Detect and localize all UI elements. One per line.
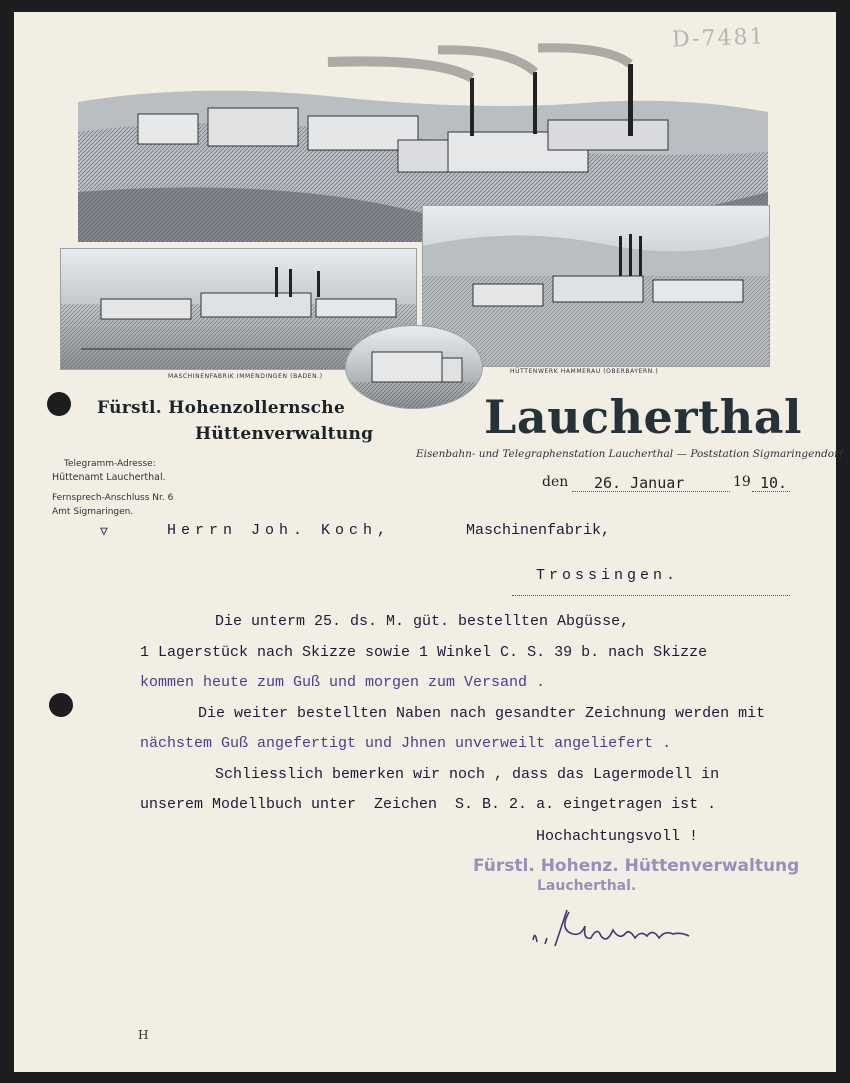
body-line-3: kommen heute zum Guß und morgen zum Versand .: [140, 674, 546, 691]
punch-hole-lower: [49, 693, 73, 717]
vignette-villa-oval: [345, 325, 483, 409]
handwritten-signature: [525, 900, 705, 960]
company-stamp-line2: Laucherthal.: [537, 878, 637, 894]
date-day-month: 26. Januar: [594, 474, 685, 492]
archive-number: D-7481: [671, 24, 766, 53]
hammerau-works-illustration: [423, 206, 769, 366]
punch-hole-upper: [47, 392, 71, 416]
body-line-6: Schliesslich bemerken wir noch , dass das Lagermodell in: [215, 766, 720, 783]
body-line-5: nächstem Guß angefertigt und Jhnen unverweilt angeliefert .: [140, 735, 672, 752]
caption-hammerau: HÜTTENWERK HAMMERAU (OBERBAYERN.): [510, 368, 659, 375]
body-line-4: Die weiter bestellten Naben nach gesandter Zeichnung werden mit: [198, 705, 766, 722]
city-underline: [512, 594, 790, 596]
brand-laucherthal: Laucherthal: [484, 390, 803, 444]
date-year-prefix: 19: [733, 474, 751, 490]
date-year-suffix: 10.: [760, 474, 788, 492]
date-prefix: den: [542, 474, 569, 490]
station-line: Eisenbahn- und Telegraphenstation Laucherthal — Poststation Sigmaringendorf: [416, 448, 844, 460]
telegram-label: Telegramm-Adresse:: [64, 459, 156, 469]
closing: Hochachtungsvoll !: [536, 828, 699, 845]
company-name-line1: Fürstl. Hohenzollernsche: [97, 398, 346, 418]
phone-label: Fernsprech-Anschluss Nr. 6: [52, 493, 174, 503]
vignette-hammerau: [422, 205, 770, 367]
company-stamp-line1: Fürstl. Hohenz. Hüttenverwaltung: [473, 856, 800, 876]
villa-illustration: [346, 326, 482, 408]
salutation: Herrn Joh. Koch,: [167, 522, 392, 539]
footer-mark: H: [138, 1028, 149, 1042]
body-line-1: Die unterm 25. ds. M. güt. bestellten Abgüsse,: [215, 613, 630, 630]
recipient-firm: Maschinenfabrik,: [466, 522, 611, 539]
company-name-line2: Hüttenverwaltung: [195, 424, 374, 444]
recipient-city: Trossingen.: [536, 567, 680, 584]
caption-immendingen: MASCHINENFABRIK IMMENDINGEN (BADEN.): [168, 373, 323, 380]
triangle-mark: ▽: [100, 524, 108, 539]
body-line-7: unserem Modellbuch unter Zeichen S. B. 2. a. eingetragen ist .: [140, 796, 717, 813]
phone-exchange: Amt Sigmaringen.: [52, 507, 134, 517]
telegram-address: Hüttenamt Laucherthal.: [52, 472, 166, 483]
body-line-2: 1 Lagerstück nach Skizze sowie 1 Winkel C. S. 39 b. nach Skizze: [140, 644, 708, 661]
